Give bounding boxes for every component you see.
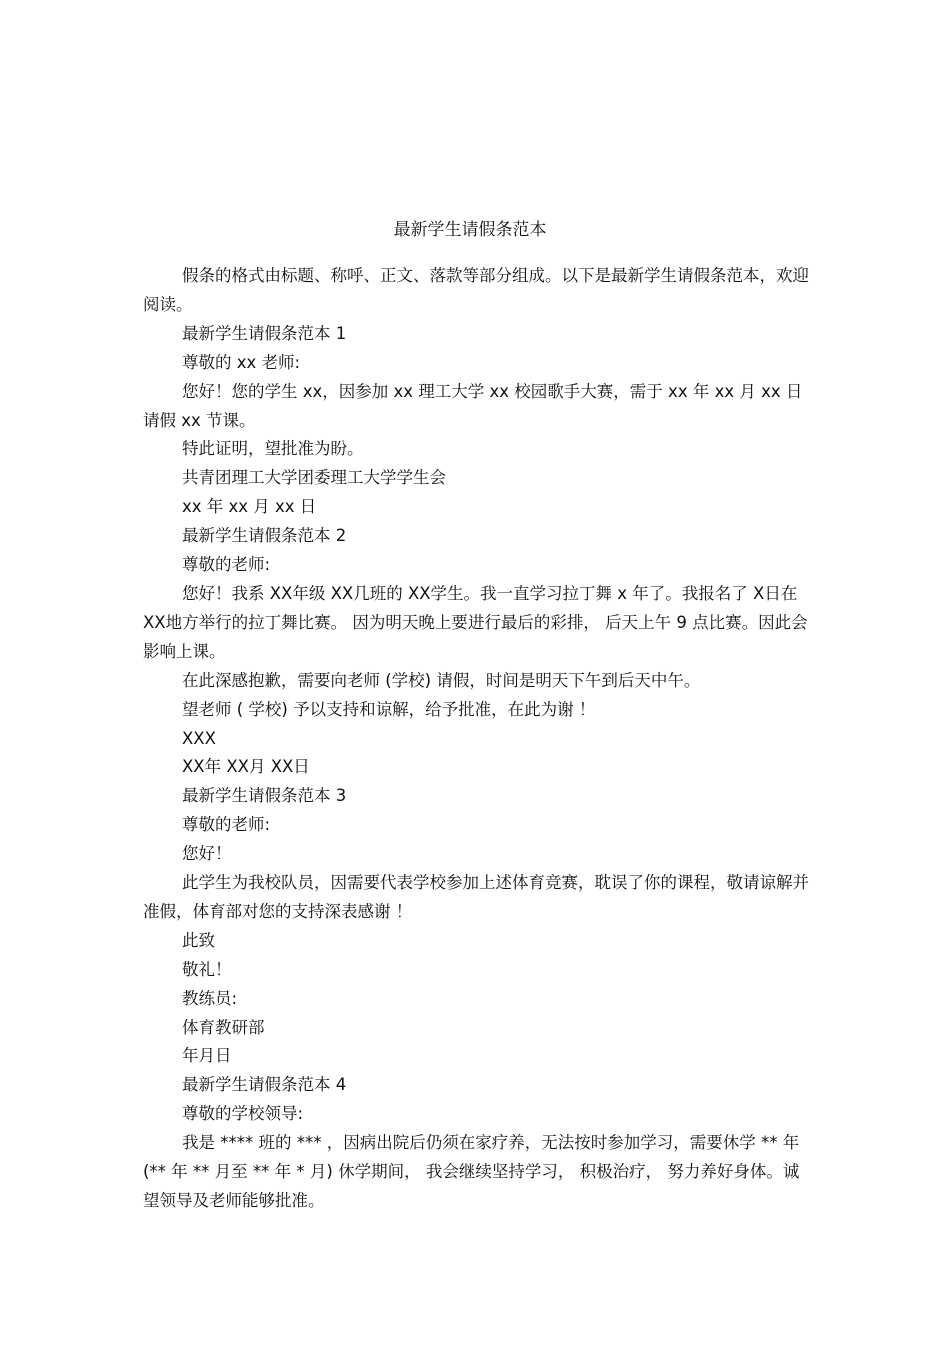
document-title: 最新学生请假条范本 — [393, 220, 547, 240]
letter-body-1: 您好！您的学生 xx，因参加 xx 理工大学 xx 校园歌手大赛，需于 xx 年 xx 月 xx 日请假 xx 节课。 — [143, 381, 803, 430]
template-heading-1: 最新学生请假条范本 1 — [182, 323, 347, 343]
date-2: XX年 XX月 XX日 — [182, 757, 310, 777]
salutation-4: 尊敬的学校领导: — [182, 1104, 304, 1124]
letter-body-2: 您好！我系 XX年级 XX几班的 XX学生。我一直学习拉丁舞 x 年了。我报名了 X日在 XX地方举行的拉丁舞比赛。 因为明天晚上要进行最后的彩排， 后天上午 9 点比赛。因此会影响上课。 — [143, 583, 808, 661]
closing-3b: 敬礼！ — [182, 959, 232, 979]
date-3: 年月日 — [182, 1046, 232, 1066]
salutation-2: 尊敬的老师: — [182, 555, 271, 575]
closing-1: 特此证明，望批准为盼。 — [182, 439, 364, 459]
template-heading-4: 最新学生请假条范本 4 — [182, 1075, 347, 1095]
signature-3a: 教练员: — [182, 988, 238, 1008]
signature-2: XXX — [182, 728, 216, 748]
letter-body-3: 此学生为我校队员，因需要代表学校参加上述体育竞赛，耽误了你的课程，敬请谅解并准假，体育部对您的支持深表感谢 ！ — [143, 873, 809, 921]
letter-body-2b: 在此深感抱歉，需要向老师 (学校) 请假，时间是明天下午到后天中午。 — [182, 670, 701, 690]
closing-3a: 此致 — [182, 930, 215, 950]
template-heading-2: 最新学生请假条范本 2 — [182, 526, 347, 546]
letter-body-4: 我是 **** 班的 *** ，因病出院后仍须在家疗养，无法按时参加学习，需要休学 ** 年(** 年 ** 月至 ** 年 * 月) 休学期间， 我会继续坚持学习， 积极治疗， 努力养好身体。诚望领导及老师能够批准。 — [143, 1133, 800, 1210]
document-body — [143, 262, 811, 1216]
salutation-3: 尊敬的老师: — [182, 815, 271, 835]
greeting-3: 您好！ — [182, 844, 232, 864]
template-heading-3: 最新学生请假条范本 3 — [182, 786, 347, 806]
paragraph-intro: 假条的格式由标题、称呼、正文、落款等部分组成。以下是最新学生请假条范本，欢迎阅读。 — [143, 266, 809, 314]
signature-1: 共青团理工大学团委理工大学学生会 — [182, 468, 446, 488]
date-1: xx 年 xx 月 xx 日 — [182, 497, 317, 517]
salutation-1: 尊敬的 xx 老师: — [182, 352, 301, 372]
closing-2: 望老师 ( 学校) 予以支持和谅解，给予批准，在此为谢 ！ — [182, 699, 596, 719]
signature-3b: 体育教研部 — [182, 1017, 265, 1037]
